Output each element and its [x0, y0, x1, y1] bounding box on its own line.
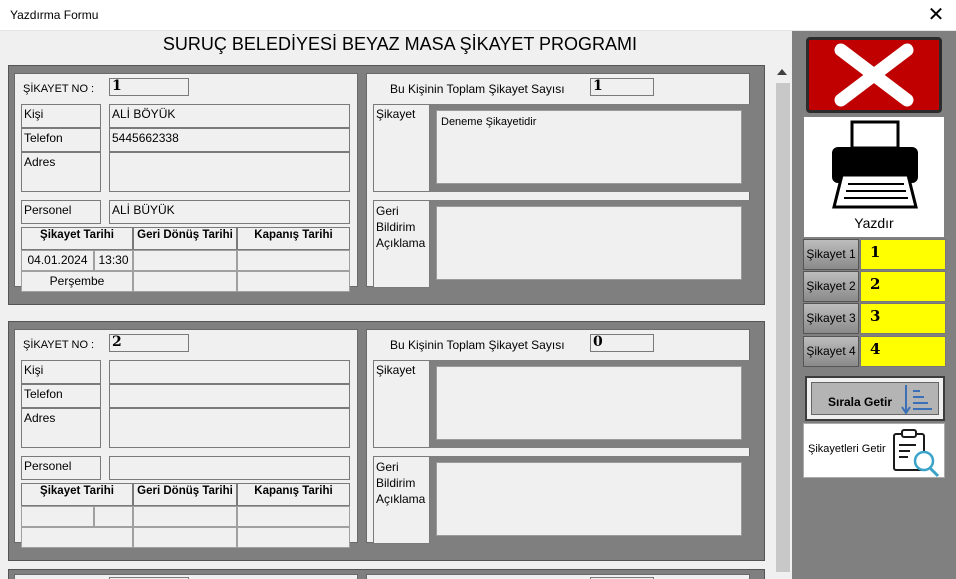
- feedback-text-frame: [430, 456, 750, 544]
- complaint-no-field[interactable]: 1: [109, 78, 189, 96]
- col-close-date-header: Kapanış Tarihi: [237, 483, 350, 506]
- document-search-icon: [888, 426, 944, 478]
- feedback-text-area[interactable]: [436, 462, 742, 536]
- complaint-no-label: ŞİKAYET NO :: [23, 339, 95, 351]
- complaint-time-field[interactable]: 13:30: [94, 250, 133, 271]
- person-label: Kişi: [21, 104, 101, 128]
- address-label: Adres: [21, 152, 101, 192]
- sort-fetch-button[interactable]: [805, 376, 945, 421]
- sort-fetch-label: Sırala Getir: [828, 395, 893, 409]
- person-pane: [14, 73, 358, 287]
- complaint-day-field[interactable]: [21, 527, 133, 548]
- nav-complaint-4-value[interactable]: 4: [860, 336, 946, 367]
- window-title: Yazdırma Formu: [10, 8, 99, 22]
- col-complaint-date-header: Şikayet Tarihi: [21, 227, 133, 250]
- phone-field[interactable]: 5445662338: [109, 128, 350, 152]
- total-complaints-field[interactable]: 1: [590, 78, 654, 96]
- return-date-field[interactable]: [133, 506, 237, 527]
- complaint-label: Şikayet: [373, 104, 430, 192]
- close-date-field[interactable]: [237, 250, 350, 271]
- sort-descending-icon: [900, 383, 934, 417]
- col-close-date-header: Kapanış Tarihi: [237, 227, 350, 250]
- fetch-complaints-label: Şikayetleri Getir: [808, 443, 886, 455]
- return-day-field[interactable]: [133, 271, 237, 292]
- col-return-date-header: Geri Dönüş Tarihi: [133, 227, 237, 250]
- fetch-complaints-button[interactable]: [803, 423, 945, 478]
- total-complaints-field[interactable]: 0: [590, 334, 654, 352]
- complaint-pane: [366, 329, 750, 543]
- sort-fetch-button-face: [811, 382, 939, 415]
- phone-label: Telefon: [21, 384, 101, 408]
- complaint-time-field[interactable]: [94, 506, 133, 527]
- window-titlebar: [0, 0, 956, 31]
- nav-complaint-2-button[interactable]: Şikayet 2: [803, 271, 859, 302]
- person-pane: [14, 574, 358, 579]
- staff-field[interactable]: ALİ BÜYÜK: [109, 200, 350, 224]
- feedback-label: Geri Bildirim Açıklama: [373, 200, 430, 288]
- address-label: Adres: [21, 408, 101, 448]
- person-field[interactable]: ALİ BÖYÜK: [109, 104, 350, 128]
- close-day-field[interactable]: [237, 271, 350, 292]
- complaint-record-card: [8, 65, 765, 305]
- scroll-up-arrow-icon[interactable]: [777, 69, 787, 75]
- nav-complaint-1-value[interactable]: 1: [860, 239, 946, 270]
- feedback-text-area[interactable]: [436, 206, 742, 280]
- scroll-thumb[interactable]: [776, 83, 790, 572]
- complaint-text-frame: [430, 360, 750, 448]
- total-complaints-label: Bu Kişinin Toplam Şikayet Sayısı: [390, 82, 565, 96]
- form-scroll-area[interactable]: [0, 31, 792, 579]
- complaint-record-card-partial: [8, 569, 765, 579]
- person-field[interactable]: [109, 360, 350, 384]
- return-day-field[interactable]: [133, 527, 237, 548]
- complaint-pane: [366, 73, 750, 287]
- complaint-text-area[interactable]: [436, 366, 742, 440]
- person-pane: [14, 329, 358, 543]
- form-title: SURUÇ BELEDİYESİ BEYAZ MASA ŞİKAYET PROGRAMI: [162, 34, 638, 54]
- person-label: Kişi: [21, 360, 101, 384]
- complaint-no-field[interactable]: 2: [109, 334, 189, 352]
- feedback-label: Geri Bildirim Açıklama: [373, 456, 430, 544]
- phone-field[interactable]: [109, 384, 350, 408]
- vertical-scrollbar[interactable]: [774, 65, 792, 579]
- address-field[interactable]: [109, 152, 350, 192]
- complaint-label: Şikayet: [373, 360, 430, 448]
- close-day-field[interactable]: [237, 527, 350, 548]
- window-close-button[interactable]: ✕: [927, 4, 945, 26]
- complaint-text-frame: [430, 104, 750, 192]
- close-date-field[interactable]: [237, 506, 350, 527]
- printer-icon: [804, 117, 944, 213]
- phone-label: Telefon: [21, 128, 101, 152]
- col-complaint-date-header: Şikayet Tarihi: [21, 483, 133, 506]
- nav-complaint-2-value[interactable]: 2: [860, 271, 946, 302]
- nav-complaint-1-button[interactable]: Şikayet 1: [803, 239, 859, 270]
- nav-complaint-4-button[interactable]: Şikayet 4: [803, 336, 859, 367]
- staff-label: Personel: [21, 200, 101, 224]
- staff-label: Personel: [21, 456, 101, 480]
- exit-button[interactable]: [806, 37, 942, 113]
- total-complaints-label: Bu Kişinin Toplam Şikayet Sayısı: [390, 338, 565, 352]
- close-x-icon: [809, 40, 939, 110]
- complaint-date-field[interactable]: [21, 506, 94, 527]
- feedback-text-frame: [430, 200, 750, 288]
- complaint-pane: [366, 574, 750, 579]
- nav-complaint-3-button[interactable]: Şikayet 3: [803, 303, 859, 334]
- complaint-date-field[interactable]: 04.01.2024: [21, 250, 94, 271]
- complaint-no-label: ŞİKAYET NO :: [23, 83, 95, 95]
- return-date-field[interactable]: [133, 250, 237, 271]
- print-button[interactable]: [804, 117, 944, 237]
- address-field[interactable]: [109, 408, 350, 448]
- col-return-date-header: Geri Dönüş Tarihi: [133, 483, 237, 506]
- complaint-day-field[interactable]: Perşembe: [21, 271, 133, 292]
- staff-field[interactable]: [109, 456, 350, 480]
- complaint-text-area[interactable]: Deneme Şikayetidir: [436, 110, 742, 184]
- print-label: Yazdır: [854, 215, 894, 231]
- complaint-record-card: [8, 321, 765, 561]
- nav-complaint-3-value[interactable]: 3: [860, 303, 946, 334]
